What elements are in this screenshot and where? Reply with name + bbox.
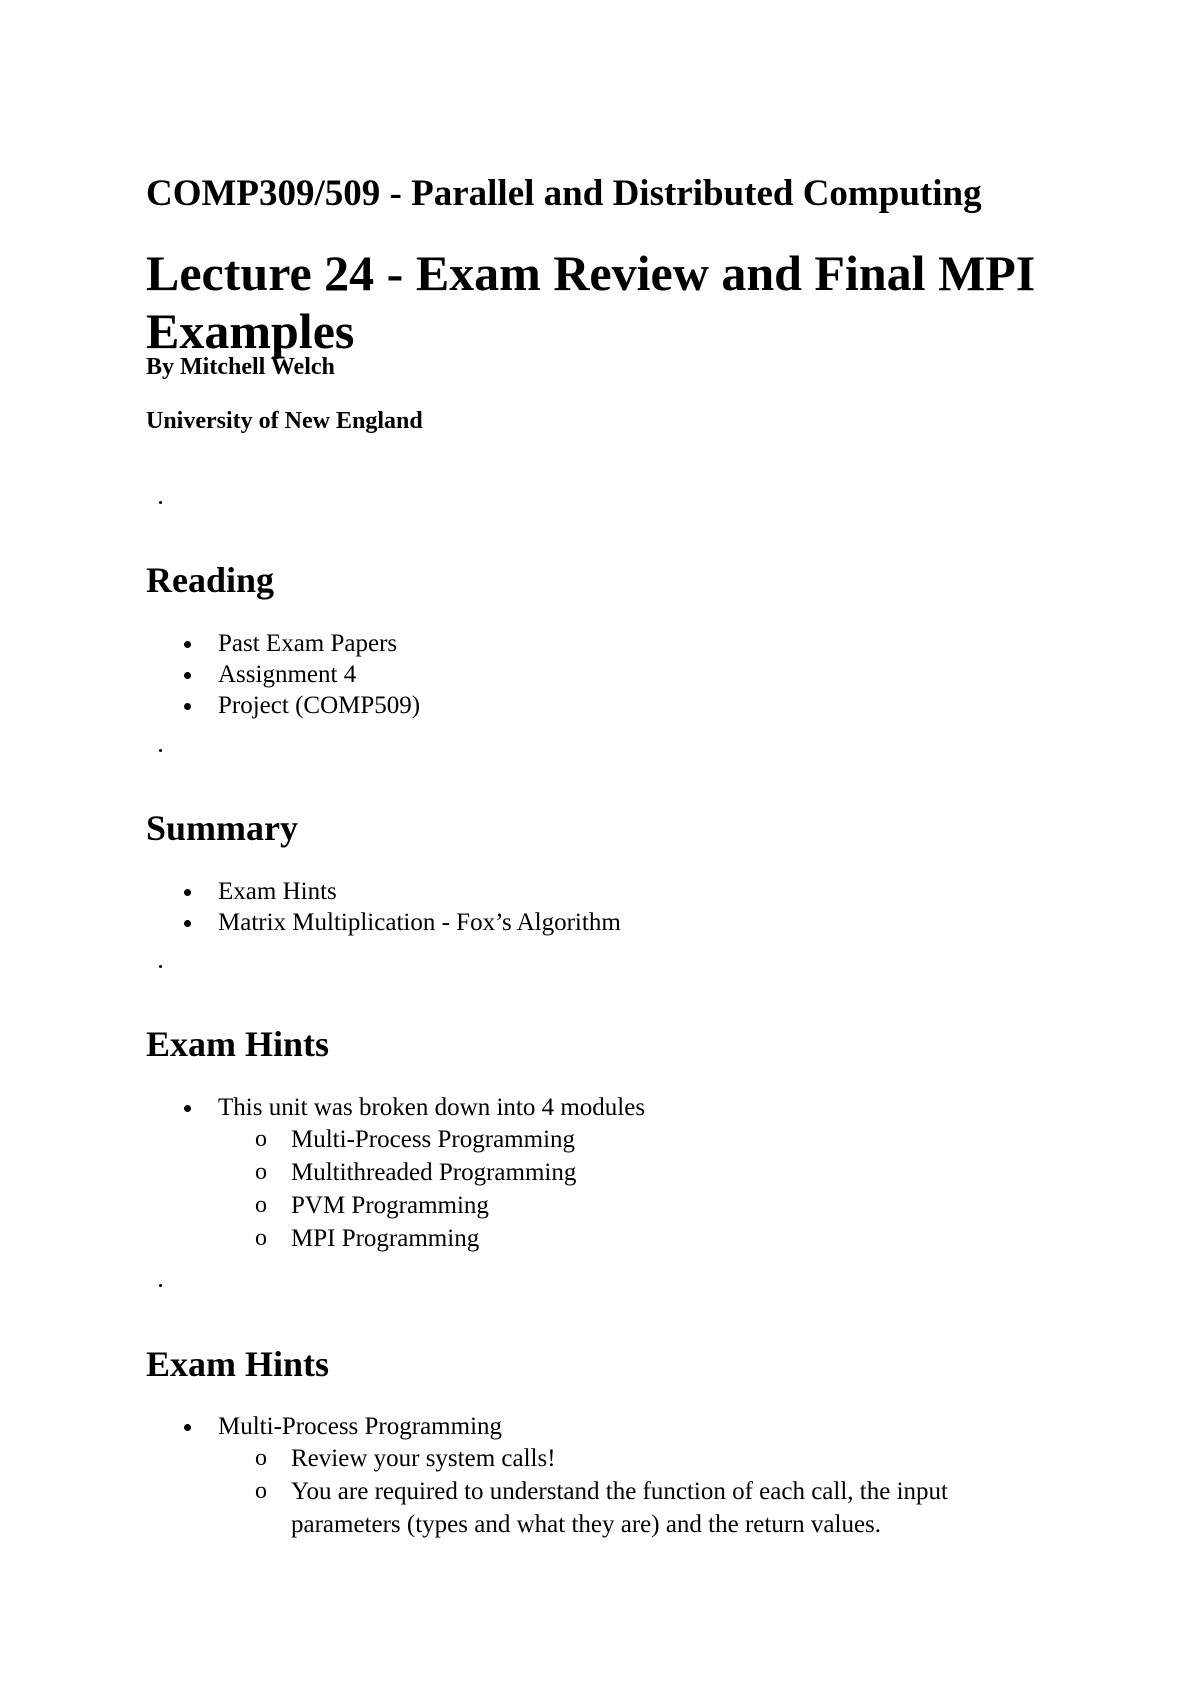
list-item-text: This unit was broken down into 4 modules (218, 1094, 646, 1121)
section-heading-reading: Reading (146, 560, 275, 600)
slide-break-marker (159, 501, 162, 504)
section-heading-summary: Summary (146, 808, 298, 848)
sublist (218, 1442, 1051, 1541)
section-heading-exam-hints: Exam Hints (146, 1344, 330, 1384)
sublist (218, 1123, 645, 1255)
sublist-item: o PVM Programming (291, 1189, 645, 1222)
list-item (218, 1092, 645, 1255)
sublist-item: o Multithreaded Programming (291, 1156, 645, 1189)
sublist-item: o Review your system calls! (291, 1442, 1051, 1475)
course-title: COMP309/509 - Parallel and Distributed Computing (146, 173, 982, 214)
list-item: Assignment 4 (218, 659, 420, 690)
list-item (218, 1411, 1051, 1541)
list-item: Matrix Multiplication - Fox’s Algorithm (218, 909, 621, 936)
slide-break-marker (159, 749, 162, 752)
lecture-title: Lecture 24 - Exam Review and Final MPI Examples (146, 245, 1036, 359)
sublist-item: o Multi-Process Programming (291, 1123, 645, 1156)
sublist-item: o You are required to understand the function of each call, the input parameters (types and what they are) and the return values. (291, 1475, 1051, 1541)
author: By Mitchell Welch (146, 354, 335, 380)
list-item: Past Exam Papers (218, 628, 420, 659)
summary-list (218, 876, 621, 938)
list-item: Exam Hints (218, 876, 621, 907)
section-heading-exam-hints: Exam Hints (146, 1024, 330, 1064)
exam-hints-list (218, 1092, 645, 1255)
list-item: Project (COMP509) (218, 692, 421, 719)
reading-list (218, 628, 420, 721)
institution: University of New England (146, 408, 423, 434)
list-item-text: Multi-Process Programming (218, 1413, 503, 1440)
sublist-item: o MPI Programming (291, 1222, 645, 1255)
slide-break-marker (159, 1284, 162, 1287)
exam-hints-list (218, 1411, 1051, 1541)
slide-break-marker (159, 965, 162, 968)
